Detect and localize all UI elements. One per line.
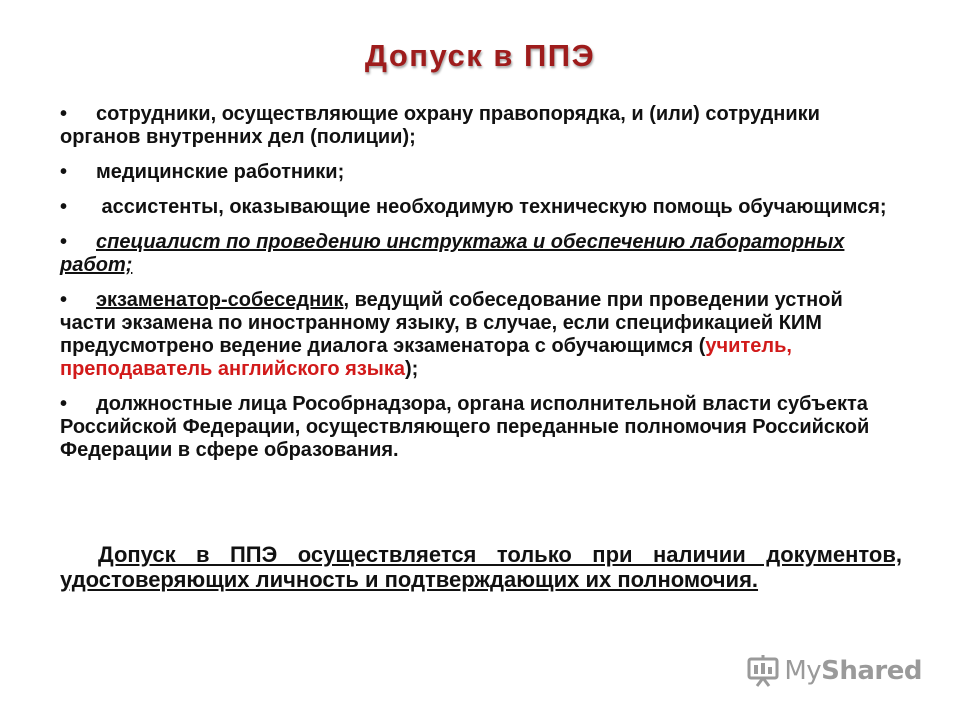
list-item: [60, 161, 900, 184]
list-item-text: сотрудники, осуществляющие охрану правопорядка, и (или) сотрудники органов внутренних дел (полиции);: [60, 103, 820, 148]
list-item: [60, 231, 900, 277]
examiner-term: экзаменатор-собеседник: [96, 289, 344, 311]
list-item-text: , ведущий собеседование при проведении устной части экзамена по иностранному языку, в случае, если спецификацией КИМ предусмотрено ведение диалога экзаменатора с обучающимся (: [60, 289, 843, 357]
page-title: Допуск в ППЭ: [364, 38, 596, 73]
bullet-icon: •: [60, 231, 68, 253]
teacher-note: учитель, преподаватель английского языка: [60, 335, 792, 380]
final-note: Допуск в ППЭ осуществляется только при наличии документов, удостоверяющих личность и подтверждающих их полномочия.: [60, 542, 902, 592]
list-item-text: ассистенты, оказывающие необходимую техническую помощь обучающимся;: [96, 196, 887, 218]
list-item: [60, 196, 900, 219]
bullet-icon: •: [60, 103, 68, 125]
bullet-icon: •: [60, 289, 68, 311]
bullet-icon: •: [60, 393, 68, 415]
presentation-board-icon: [746, 654, 780, 688]
list-item-text: должностные лица Рособрнадзора, органа исполнительной власти субъекта Российской Федерации, осуществляющего переданные полномочия Российской Федерации в сфере образования.: [60, 393, 870, 461]
list-item-text-end: );: [404, 358, 419, 380]
bullet-icon: •: [60, 196, 68, 218]
list-item-text: специалист по проведению инструктажа и обеспечению лабораторных работ;: [60, 231, 845, 276]
list-item: [60, 393, 900, 462]
admission-list: [60, 103, 900, 474]
mysharedlogo: [746, 654, 922, 688]
watermark-text: MyShared: [784, 656, 922, 686]
bullet-icon: •: [60, 161, 68, 183]
list-item-text: медицинские работники;: [96, 161, 345, 183]
list-item: [60, 103, 900, 149]
list-item: [60, 289, 900, 381]
